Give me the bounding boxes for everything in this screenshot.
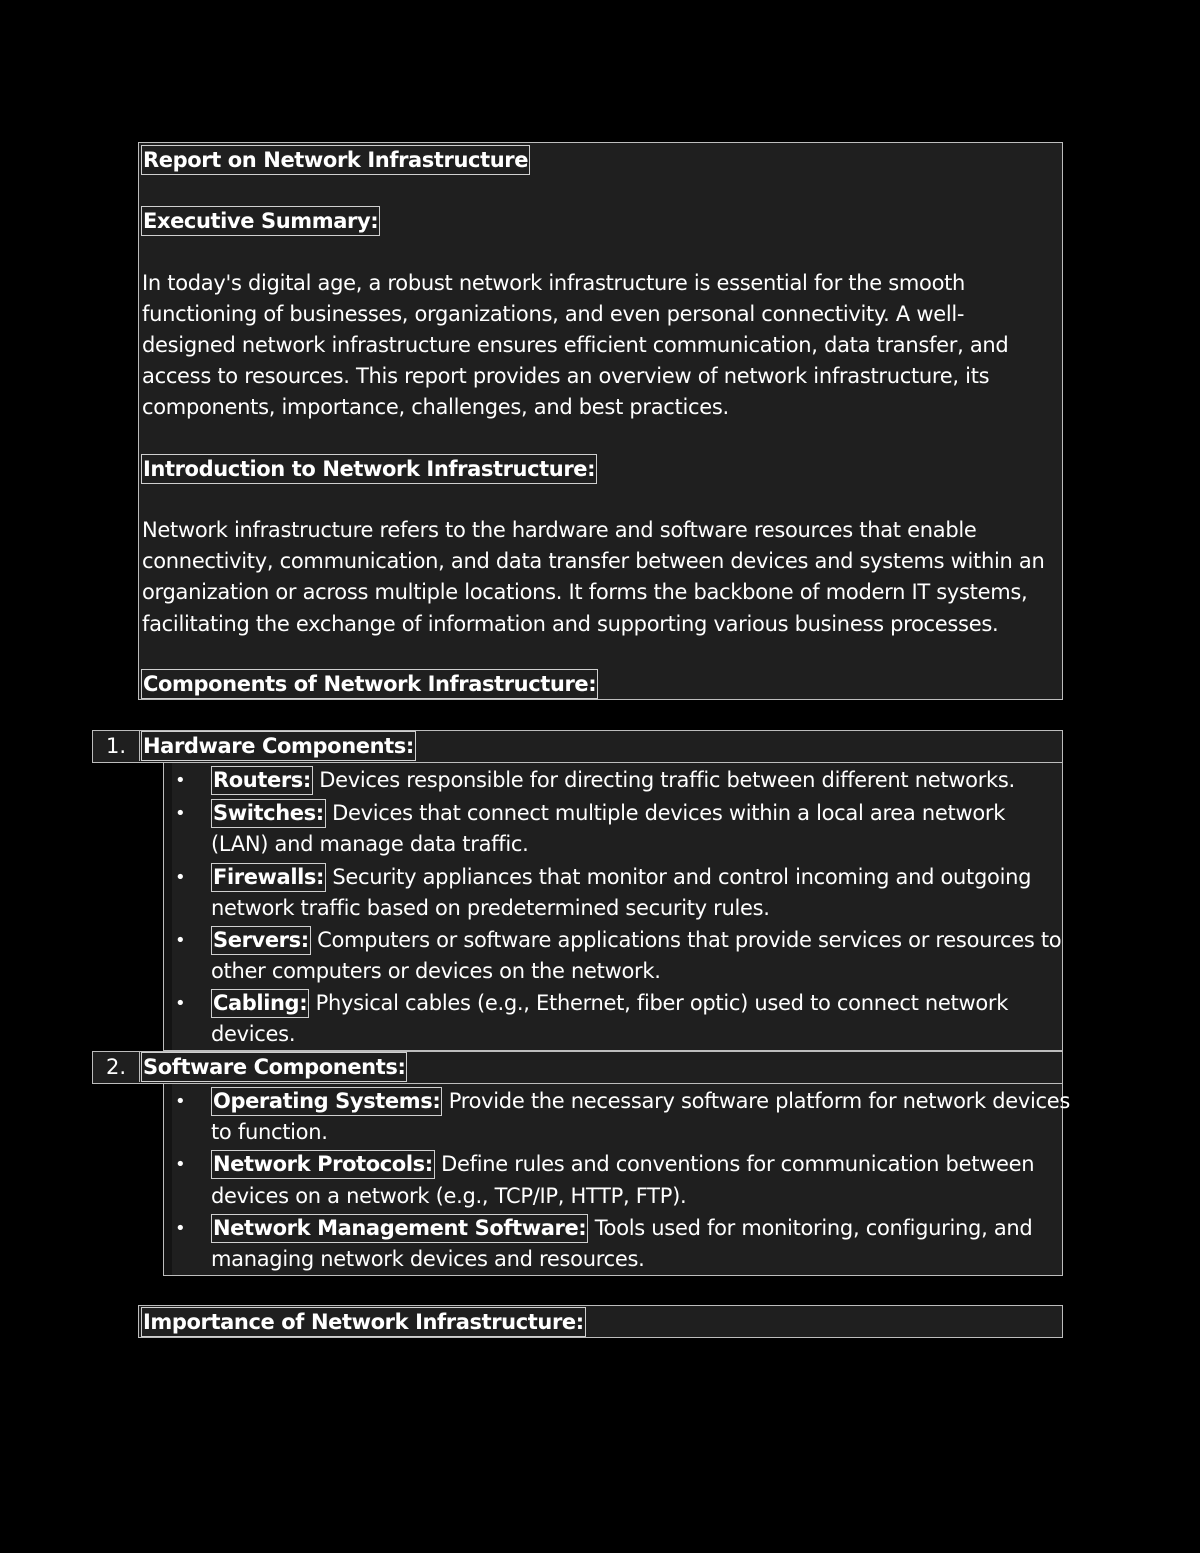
list-number-software (92, 1051, 1063, 1084)
report-title-text: Report on Network Infrastructure (141, 145, 530, 175)
list-item-continuation: devices. (211, 1022, 296, 1046)
list-number: 2. (93, 1052, 140, 1082)
list-item-label: Routers: (211, 766, 313, 795)
bullet-icon: • (175, 770, 186, 791)
executive-summary-line: functioning of businesses, organizations, and even personal connectivity. A well- (142, 302, 965, 326)
list-item-label: Cabling: (211, 989, 309, 1018)
introduction-line: Network infrastructure refers to the hardware and software resources that enable (142, 518, 977, 542)
list-item-label: Switches: (211, 799, 326, 828)
list-item-text: Security appliances that monitor and control incoming and outgoing (326, 865, 1032, 889)
list-item-text: Tools used for monitoring, configuring, and (588, 1216, 1033, 1240)
list-item-continuation: network traffic based on predetermined security rules. (211, 896, 770, 920)
bullet-icon: • (175, 1218, 186, 1239)
hardware-components-heading: Hardware Components: (141, 731, 416, 761)
list-item-label: Network Protocols: (211, 1150, 435, 1179)
list-indent-rule (164, 1084, 172, 1275)
list-item-label: Servers: (211, 926, 311, 955)
executive-summary-line: components, importance, challenges, and best practices. (142, 395, 729, 419)
list-item-continuation: other computers or devices on the network. (211, 959, 661, 983)
executive-summary-heading-text: Executive Summary: (141, 206, 380, 236)
list-item-text: Computers or software applications that provide services or resources to (310, 928, 1062, 952)
bullet-icon: • (175, 993, 186, 1014)
list-item-continuation: managing network devices and resources. (211, 1247, 645, 1271)
list-item-text: Physical cables (e.g., Ethernet, fiber optic) used to connect network (309, 991, 1009, 1015)
components-heading-text: Components of Network Infrastructure: (141, 669, 598, 699)
list-item (211, 798, 1005, 829)
executive-summary-line: designed network infrastructure ensures efficient communication, data transfer, and (142, 333, 1009, 357)
bullet-icon: • (175, 1154, 186, 1175)
bullet-icon: • (175, 803, 186, 824)
components-heading (141, 669, 598, 700)
importance-heading (141, 1307, 586, 1338)
introduction-heading-text: Introduction to Network Infrastructure: (141, 454, 597, 484)
list-item (211, 1149, 1034, 1180)
list-item-continuation: devices on a network (e.g., TCP/IP, HTTP, FTP). (211, 1184, 687, 1208)
list-item-label: Operating Systems: (211, 1087, 442, 1116)
bullet-icon: • (175, 930, 186, 951)
report-intro-panel (138, 142, 1063, 700)
list-item (211, 765, 1015, 796)
report-title (141, 145, 530, 176)
executive-summary-line: In today's digital age, a robust network infrastructure is essential for the smooth (142, 271, 966, 295)
bullet-icon: • (175, 867, 186, 888)
list-item-text: Devices that connect multiple devices within a local area network (325, 801, 1006, 825)
importance-panel (138, 1305, 1063, 1338)
list-item (211, 1213, 1032, 1244)
list-item-text: Define rules and conventions for communication between (434, 1152, 1035, 1176)
introduction-heading (141, 454, 597, 485)
introduction-line: connectivity, communication, and data transfer between devices and systems within an (142, 549, 1045, 573)
list-item-text: Provide the necessary software platform for network devices (442, 1089, 1071, 1113)
software-components-list (163, 1084, 1071, 1276)
list-item (211, 1086, 1070, 1117)
list-item (211, 988, 1008, 1019)
list-item (211, 862, 1031, 893)
list-item-text: Devices responsible for directing traffic between different networks. (312, 768, 1015, 792)
executive-summary-heading (141, 206, 380, 237)
list-item-label: Network Management Software: (211, 1214, 588, 1243)
list-number: 1. (93, 731, 140, 761)
list-indent-rule (164, 763, 172, 1050)
executive-summary-line: access to resources. This report provides an overview of network infrastructure, its (142, 364, 990, 388)
introduction-line: facilitating the exchange of information and supporting various business processes. (142, 612, 999, 636)
software-components-heading: Software Components: (141, 1052, 407, 1082)
introduction-line: organization or across multiple locations. It forms the backbone of modern IT systems, (142, 580, 1028, 604)
list-number-hardware (92, 730, 1063, 763)
list-item-continuation: (LAN) and manage data traffic. (211, 832, 529, 856)
list-item-label: Firewalls: (211, 863, 326, 892)
list-item-continuation: to function. (211, 1120, 328, 1144)
importance-heading-text: Importance of Network Infrastructure: (141, 1307, 586, 1337)
hardware-components-list (163, 763, 1063, 1051)
bullet-icon: • (175, 1091, 186, 1112)
list-item (211, 925, 1061, 956)
